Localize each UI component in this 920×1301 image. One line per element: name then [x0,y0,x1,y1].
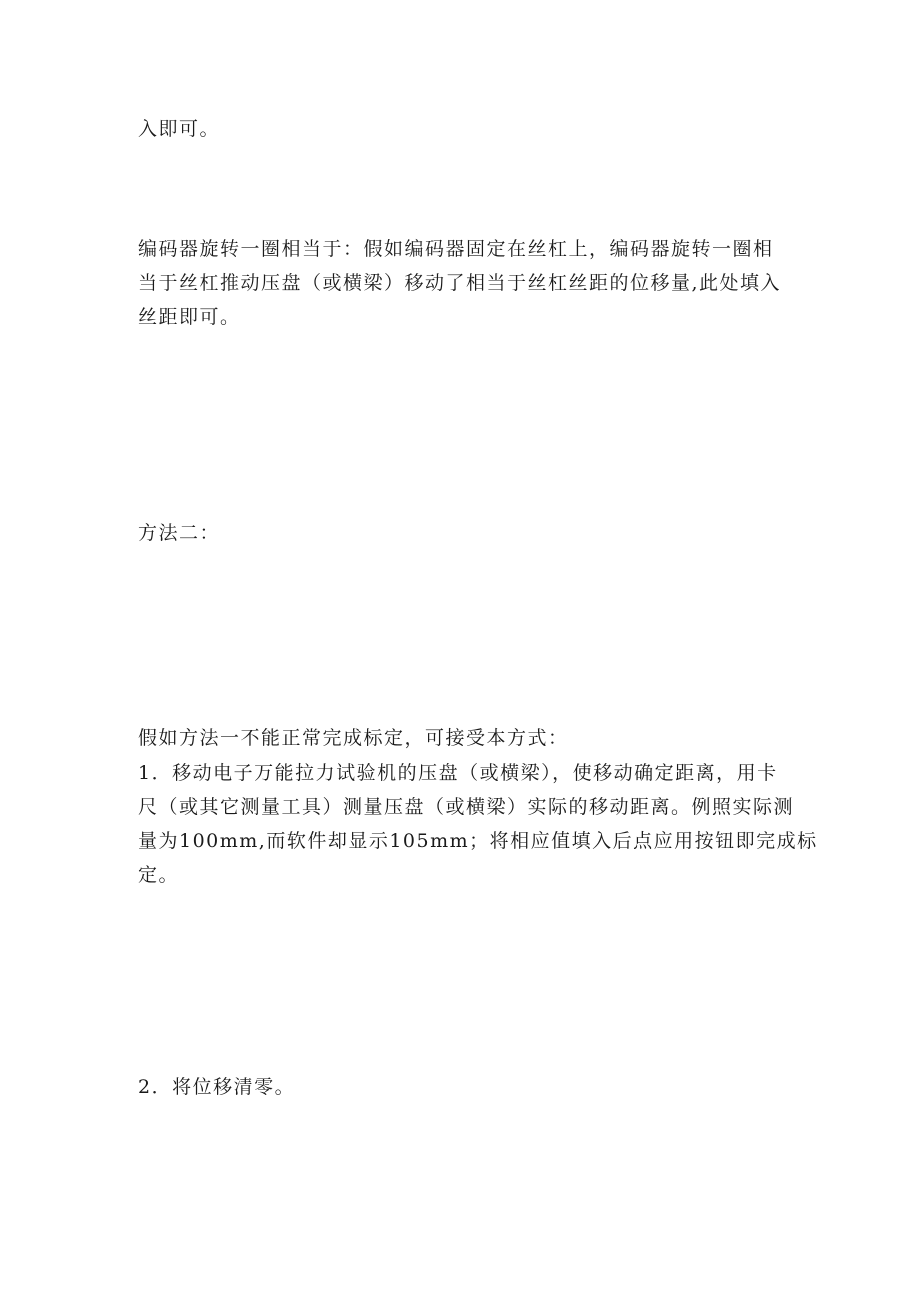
text-line: 当于丝杠推动压盘（或横梁）移动了相当于丝杠丝距的位移量,此处填入 [138,272,782,294]
paragraph-intro-end [138,112,788,146]
text-line: 定。 [138,864,180,886]
paragraph-encoder-explanation [138,232,788,334]
text-line: 2．将位移清零。 [138,1076,296,1098]
text-line: 假如方法一不能正常完成标定，可接受本方式： [138,727,569,749]
text-line: 编码器旋转一圈相当于：假如编码器固定在丝杠上，编码器旋转一圈相 [138,238,774,260]
heading-method-two [138,516,788,550]
list-item-step-1 [138,756,818,892]
text-line: 方法二： [138,522,221,544]
text-line: 尺（或其它测量工具）测量压盘（或横梁）实际的移动距离。例照实际测 [138,796,795,818]
text-line: 入即可。 [138,118,221,140]
list-item-step-2 [138,1070,788,1104]
text-line: 丝距即可。 [138,306,241,328]
paragraph-method-two-intro [138,721,788,755]
text-line: 量为100mm,而软件却显示105mm；将相应值填入后点应用按钮即完成标 [138,830,818,852]
text-line: 1．移动电子万能拉力试验机的压盘（或横梁），使移动确定距离，用卡 [138,762,778,784]
